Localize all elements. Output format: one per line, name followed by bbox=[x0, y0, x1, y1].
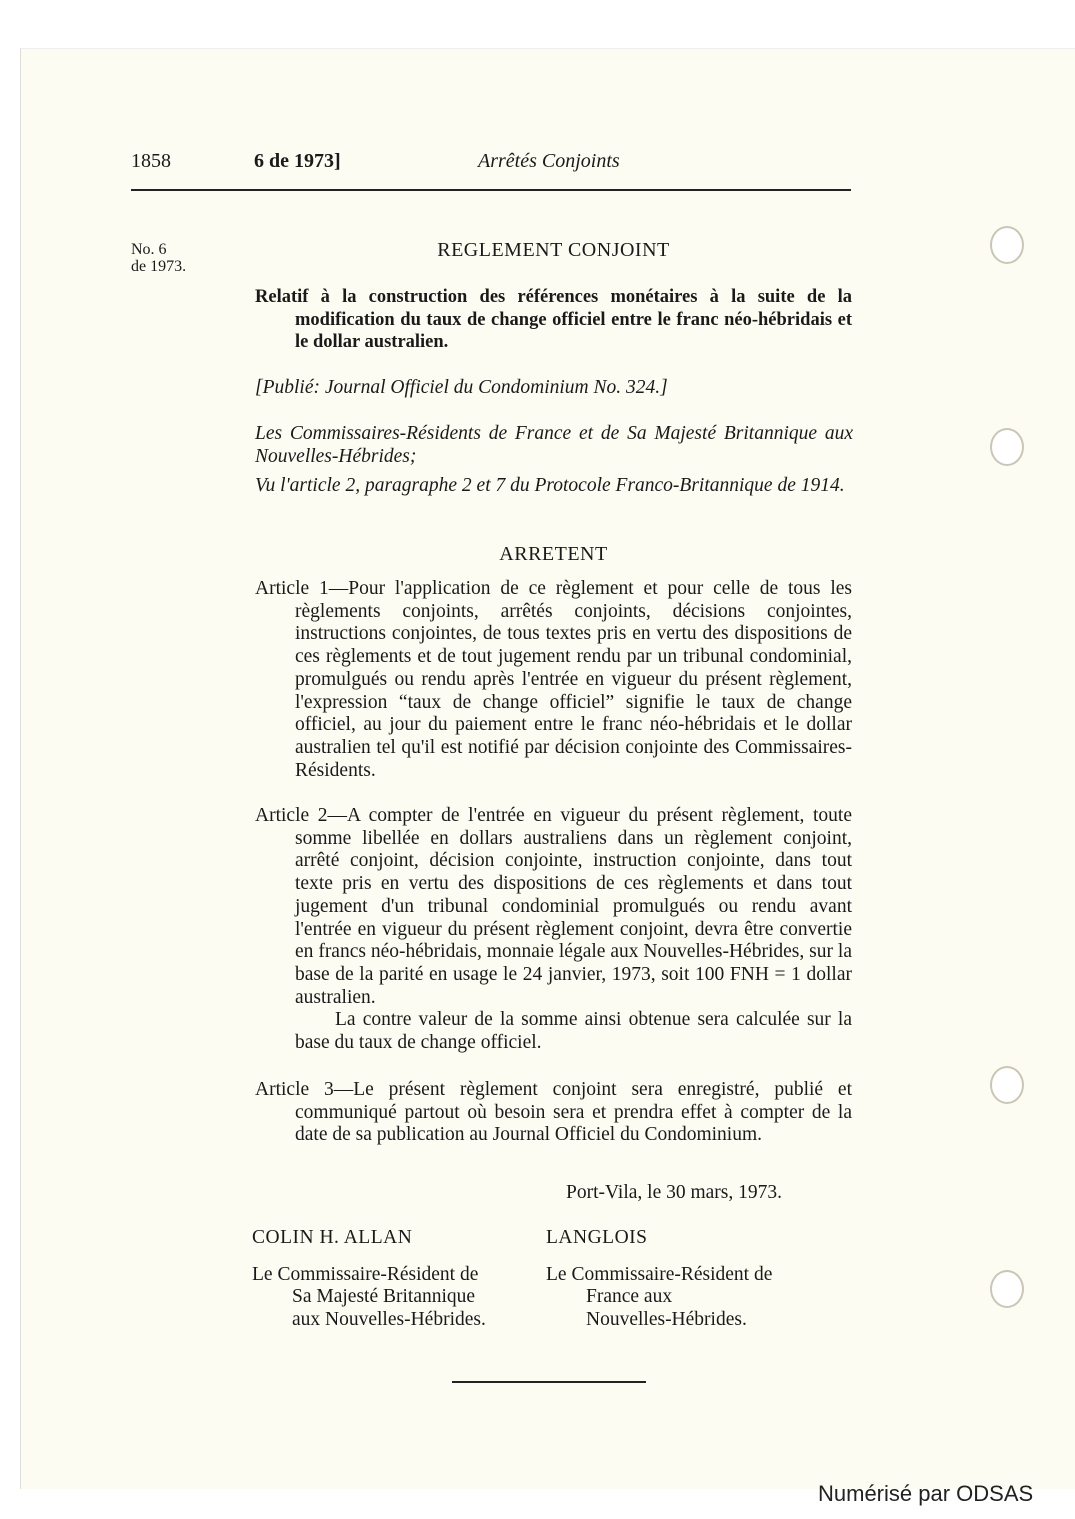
article-2 bbox=[255, 805, 852, 1055]
signatory-title-line: Le Commissaire-Résident de bbox=[546, 1263, 773, 1285]
page-number: 1858 bbox=[131, 150, 171, 172]
signatory-french bbox=[546, 1227, 772, 1332]
punch-hole bbox=[990, 226, 1024, 264]
digitization-credit: Numérisé par ODSAS bbox=[818, 1481, 1034, 1506]
article-1-text: Article 1—Pour l'application de ce règlement et pour celle de tous les règlements conjoints, arrêtés conjoints, décisions conjointes, instructions conjointes, de tous textes pris en vertu des dispositions de ces règlements et de tout jugement rendu par un tribunal condominial, promulgués ou rendu après l'entrée en vigueur du présent règlement, l'expression “taux de change officiel” signifie le taux de change officiel, au jour du paiement entre le franc néo-hébridais et le dollar australien tel qu'il est notifié par décision conjointe des Commissaires-Résidents. bbox=[255, 578, 852, 781]
article-3 bbox=[255, 1079, 852, 1147]
signatory-title-line: Le Commissaire-Résident de bbox=[252, 1263, 479, 1285]
header-rule bbox=[131, 189, 851, 191]
document-title: REGLEMENT CONJOINT bbox=[437, 239, 670, 261]
signatory-title-line: France aux bbox=[586, 1286, 673, 1308]
publication-note: [Publié: Journal Officiel du Condominium No. 324.] bbox=[255, 377, 668, 398]
article-3-text: Article 3—Le présent règlement conjoint sera enregistré, publié et communiqué partout où besoin sera et prendra effet à compter de la date de sa publication au Journal Officiel du Condominium. bbox=[255, 1079, 852, 1146]
margin-note-number: No. 6 bbox=[131, 241, 167, 258]
article-2-text: Article 2—A compter de l'entrée en vigueur du présent règlement, toute somme libellée en dollars australiens dans un règlement conjoint, arrêté conjoint, décision conjointe, instruction conjointe, dans tout texte pris en vertu des dispositions de ces règlements et dans tout jugement d'un tribunal condominial promulgués ou rendu avant l'entrée en vigueur du présent règlement conjoint, devra être convertie en francs néo-hébridais, monnaie légale aux Nouvelles-Hébrides, sur la base de la parité en usage le 24 janvier, 1973, soit 100 FNH = 1 dollar australien. bbox=[255, 805, 852, 1008]
preamble-1: Les Commissaires-Résidents de France et de Sa Majesté Britannique aux Nouvelles-Hébrides; bbox=[255, 423, 853, 467]
signatory-name: COLIN H. ALLAN bbox=[252, 1227, 413, 1248]
margin-note bbox=[131, 241, 186, 275]
document-subject: Relatif à la construction des références monétaires à la suite de la modification du taux de change officiel entre le franc néo-hébridais et le dollar australien. bbox=[255, 287, 852, 353]
header-ref: 6 de 1973] bbox=[254, 150, 341, 172]
closing-rule bbox=[452, 1381, 646, 1383]
header-section: Arrêtés Conjoints bbox=[478, 150, 620, 172]
signatory-name: LANGLOIS bbox=[546, 1227, 648, 1248]
decree-heading: ARRETENT bbox=[499, 543, 608, 565]
place-date: Port-Vila, le 30 mars, 1973. bbox=[566, 1182, 783, 1203]
punch-hole bbox=[990, 1270, 1024, 1308]
signatory-title-line: Nouvelles-Hébrides. bbox=[586, 1309, 747, 1331]
punch-hole bbox=[990, 1066, 1024, 1104]
signatory-british bbox=[252, 1227, 486, 1332]
article-2-subparagraph: La contre valeur de la somme ainsi obtenue sera calculée sur la base du taux de change officiel. bbox=[295, 1009, 852, 1054]
margin-note-year: de 1973. bbox=[131, 258, 187, 275]
article-1 bbox=[255, 578, 852, 782]
signatory-title-line: aux Nouvelles-Hébrides. bbox=[292, 1309, 486, 1331]
preamble-2: Vu l'article 2, paragraphe 2 et 7 du Protocole Franco-Britannique de 1914. bbox=[255, 475, 845, 496]
punch-hole bbox=[990, 428, 1024, 466]
signatory-title-line: Sa Majesté Britannique bbox=[292, 1286, 476, 1308]
